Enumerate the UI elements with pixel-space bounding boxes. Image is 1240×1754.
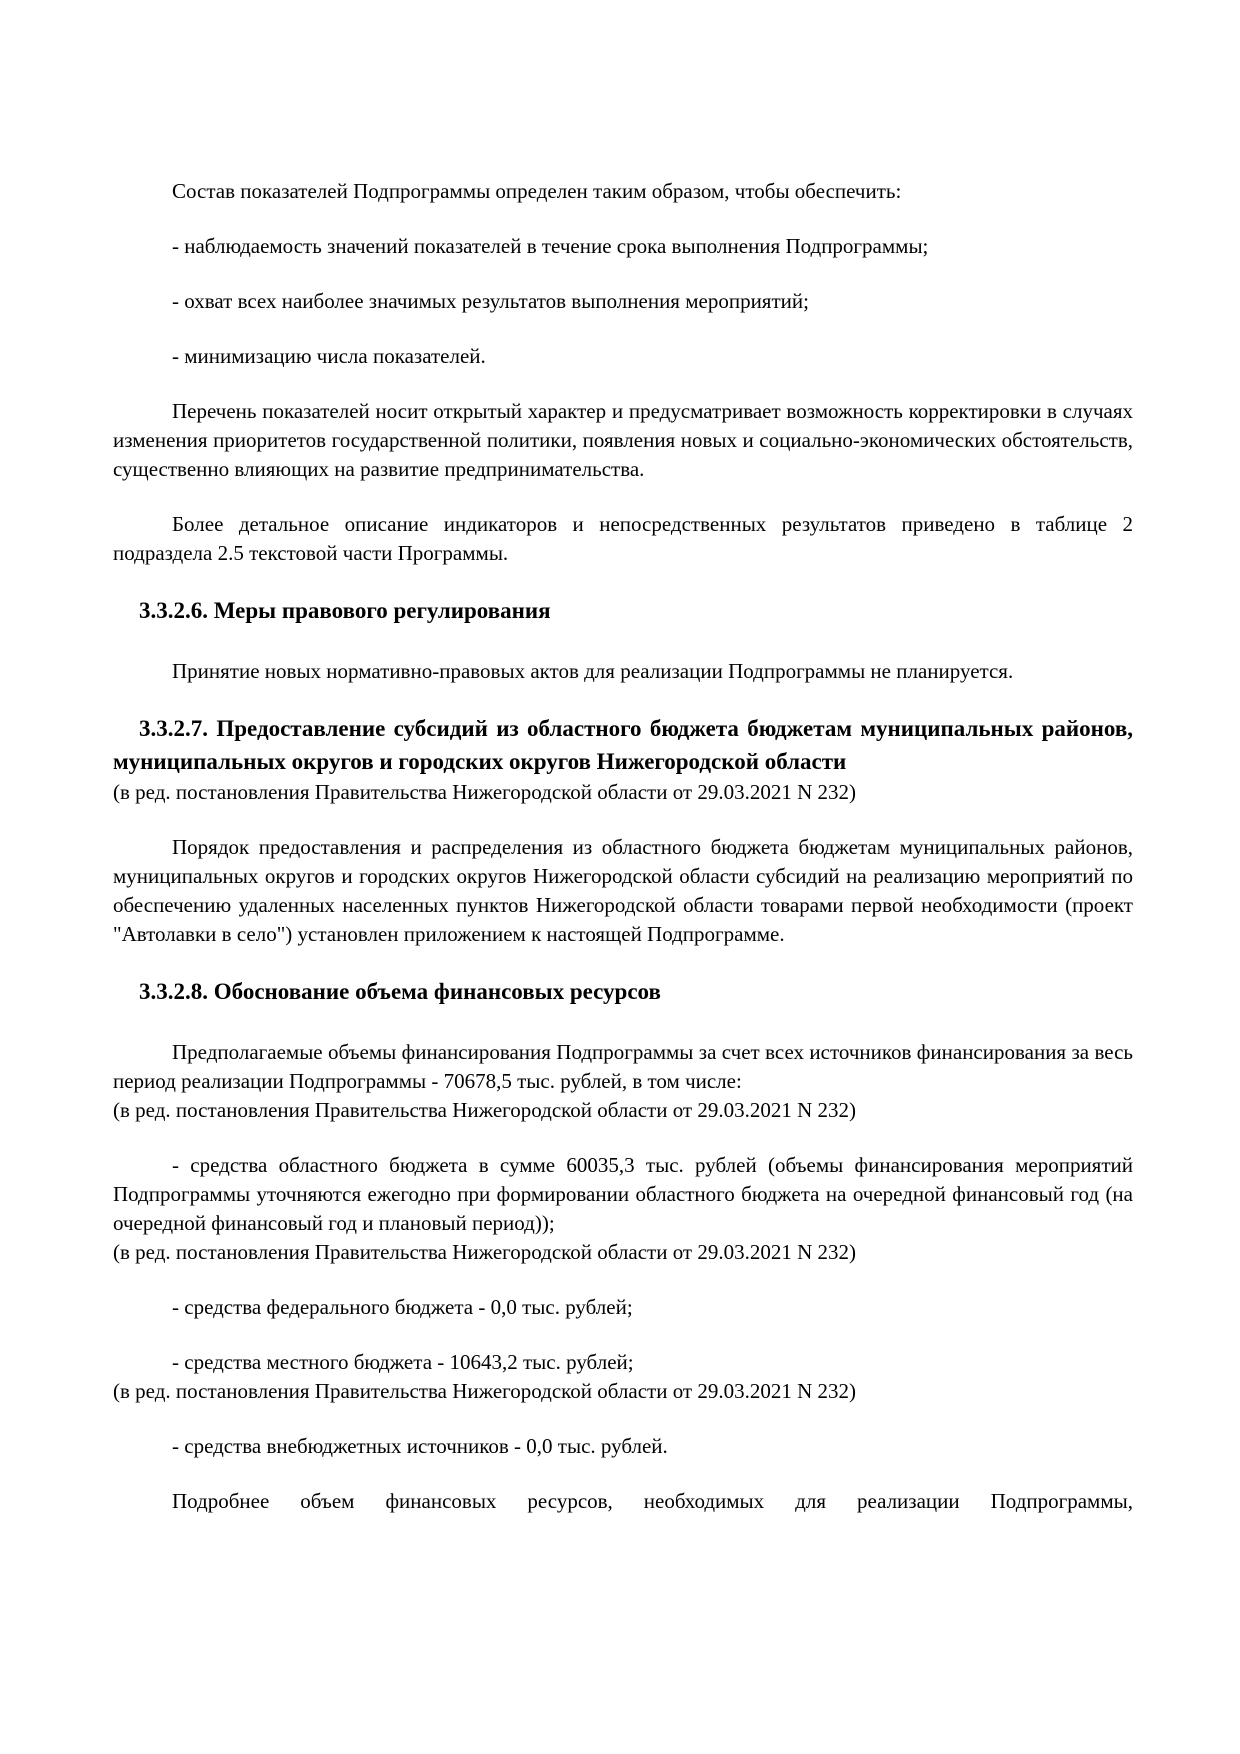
para-legal-acts-not-planned: Принятие новых нормативно-правовых актов для реализации Подпрограммы не планируется. (172, 659, 1014, 683)
section-heading-3-3-2-7: 3.3.2.7. Предоставление субсидий из областного бюджета бюджетам муниципальных районов, муниципальных округов и городских округов Нижегородской области (113, 716, 1133, 774)
section-heading-3-3-2-8: 3.3.2.8. Обоснование объема финансовых ресурсов (139, 979, 661, 1004)
para-subsidy-procedure: Порядок предоставления и распределения из областного бюджета бюджетам муниципальных районов, муниципальных округов и городских округов Нижегородской области субсидий на реализацию мероприятий по обеспечению удаленных населенных пунктов Нижегородской области товарами первой необходимости (проект "Автолавки в село") установлен приложением к настоящей Подпрограмме. (113, 835, 1133, 946)
para-extrabudgetary-funds: - средства внебюджетных источников - 0,0 тыс. рублей. (172, 1434, 668, 1458)
para-local-budget-funds: - средства местного бюджета - 10643,2 тыс. рублей; (172, 1350, 634, 1374)
amendment-note: (в ред. постановления Правительства Нижегородской области от 29.03.2021 N 232) (113, 1379, 857, 1403)
list-item-coverage: - охват всех наиболее значимых результатов выполнения мероприятий; (172, 289, 809, 313)
list-item-observability: - наблюдаемость значений показателей в течение срока выполнения Подпрограммы; (172, 234, 929, 258)
para-federal-budget-funds: - средства федерального бюджета - 0,0 тыс. рублей; (172, 1295, 633, 1319)
amendment-note: (в ред. постановления Правительства Нижегородской области от 29.03.2021 N 232) (113, 1098, 857, 1122)
amendment-note: (в ред. постановления Правительства Нижегородской области от 29.03.2021 N 232) (113, 1240, 857, 1264)
list-item-minimization: - минимизацию числа показателей. (172, 344, 486, 368)
para-regional-budget-funds: - средства областного бюджета в сумме 60035,3 тыс. рублей (объемы финансирования мероприятий Подпрограммы уточняются ежегодно при формировании областного бюджета на очередной финансовый год (на очередной финансовый год и плановый период)); (113, 1153, 1133, 1235)
para-indicators-intro: Состав показателей Подпрограммы определен таким образом, чтобы обеспечить: (172, 179, 902, 203)
section-heading-3-3-2-6: 3.3.2.6. Меры правового регулирования (139, 598, 551, 623)
para-indicator-list-open-character: Перечень показателей носит открытый характер и предусматривает возможность корректировки в случаях изменения приоритетов государственной политики, появления новых и социально-экономических обстоятельств, существенно влияющих на развитие предпринимательства. (113, 399, 1133, 481)
para-funding-total: Предполагаемые объемы финансирования Подпрограммы за счет всех источников финансирования за весь период реализации Подпрограммы - 70678,5 тыс. рублей, в том числе: (113, 1040, 1133, 1093)
amendment-note: (в ред. постановления Правительства Нижегородской области от 29.03.2021 N 232) (113, 780, 857, 804)
para-detailed-description-reference: Более детальное описание индикаторов и непосредственных результатов приведено в таблице 2 подраздела 2.5 текстовой части Программы. (113, 512, 1133, 565)
para-more-details-continuation: Подробнее объем финансовых ресурсов, необходимых для реализации Подпрограммы, (172, 1489, 1133, 1513)
